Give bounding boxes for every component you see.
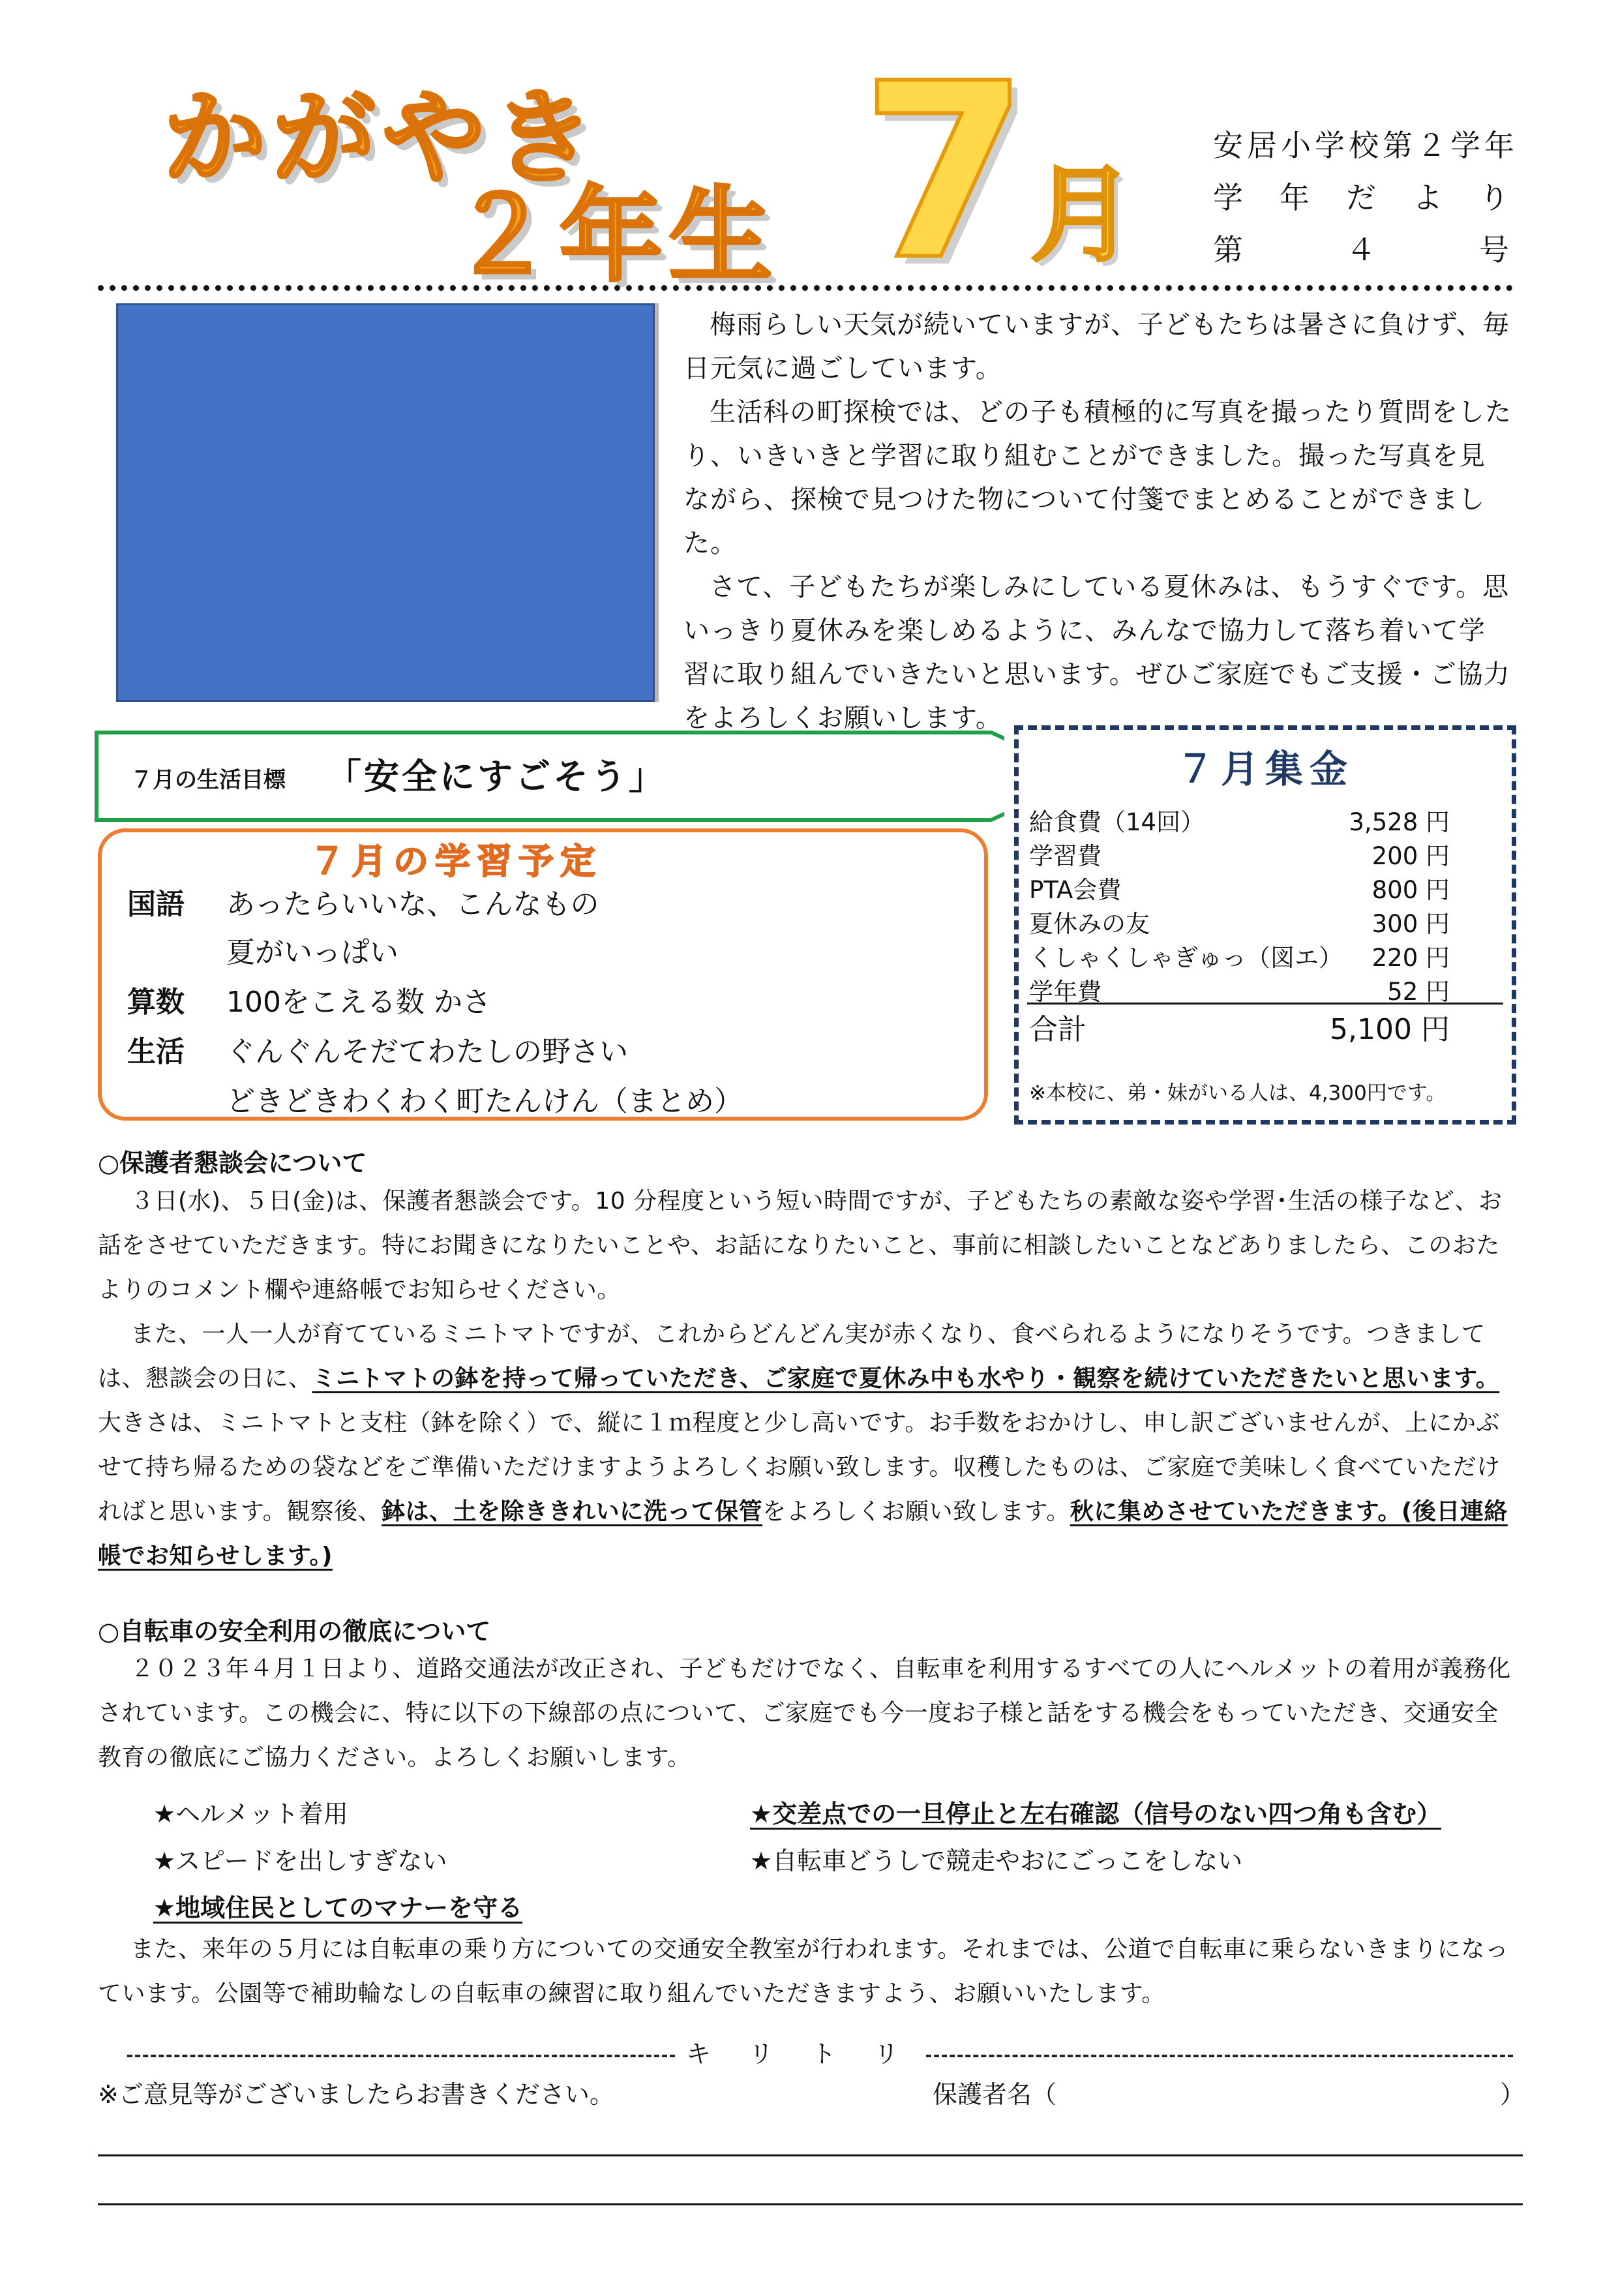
fee-row [1029, 938, 1450, 971]
title-grade: ２年生 [450, 176, 779, 296]
fee-label: 学年費 [1029, 978, 1101, 1006]
fee-label: くしゃくしゃぎゅっ（図エ） [1029, 944, 1343, 972]
study-plan-row [127, 1028, 628, 1070]
comment-line-2[interactable] [98, 2203, 1523, 2205]
life-goal-label: ７月の生活目標 [130, 767, 286, 793]
class-photo [116, 303, 655, 702]
study-plan-subject: 生活 [127, 1035, 185, 1068]
rule-speed: ★スピードを出しすぎない [153, 1847, 447, 1875]
intro-text [683, 303, 1512, 740]
guardian-name-input[interactable] [1083, 2071, 1493, 2107]
study-plan-topic: 夏がいっぱい [226, 936, 398, 969]
conference-body [98, 1179, 1520, 1578]
guardian-name-label: 保護者名（ [933, 2080, 1057, 2109]
title-month: 月 [1030, 154, 1135, 276]
bicycle-paragraph-1: ２０２３年４月１日より、道路交通法が改正され、子どもだけでなく、自転車を利用するすべての人にヘルメットの着用が義務化されています。この機会に、特に以下の下線部の点について、ご家庭でも今一度お子様と話をする機会をもっていただき、交通安全教育の徹底にご協力ください。よろしくお願いします。 [98, 1655, 1511, 1771]
intro-paragraph-1: 梅雨らしい天気が続いていますが、子どもたちは暑さに負けず、毎日元気に過ごしています。 [683, 310, 1510, 384]
fees-divider [1027, 1003, 1503, 1004]
cut-label: キ リ ト リ [685, 2040, 905, 2068]
study-plan-row [127, 978, 491, 1020]
rule-no-racing: ★自転車どうしで競走やおにごっこをしない [750, 1847, 1243, 1875]
fee-amount: 200 円 [1371, 842, 1450, 870]
fee-amount: 52 円 [1387, 978, 1450, 1006]
fee-label: PTA会費 [1029, 876, 1122, 904]
comment-prompt: ※ご意見等がございましたらお書きください。 [98, 2080, 614, 2109]
bicycle-heading: ○自転車の安全利用の徹底について [98, 1617, 491, 1646]
intro-paragraph-3: さて、子どもたちが楽しみにしている夏休みは、もうすぐです。思いっきり夏休みを楽しめるように、みんなで協力して落ち着いて学習に取り組んでいきたいと思います。ぜひご家庭でもご支援・ご協力をよろしくお願いします。 [683, 572, 1510, 733]
fee-amount: 3,528 円 [1349, 808, 1450, 836]
newsletter-label: 学 年 だ よ り [1213, 180, 1513, 215]
conference-paragraph-1: ３日(水)、５日(金)は、保護者懇談会です。10 分程度という短い時間ですが、子どもたちの素敵な姿や学習･生活の様子など、お話をさせていただきます。特にお聞きになりたいことや、お話になりたいこと、事前に相談したいことなどありましたら、このおたよりのコメント欄や連絡帳でお知らせください。 [98, 1188, 1503, 1303]
fee-label: 学習費 [1029, 842, 1101, 870]
conference-heading: ○保護者懇談会について [98, 1149, 367, 1177]
study-plan-topic: 100をこえる数 かさ [226, 986, 491, 1019]
fees-total-amount: 5,100 円 [1330, 1013, 1450, 1046]
fee-amount: 220 円 [1371, 944, 1450, 972]
rule-helmet: ★ヘルメット着用 [153, 1800, 348, 1828]
fees-title: ７月集金 [1176, 747, 1354, 791]
study-plan-row [127, 929, 398, 971]
bicycle-paragraph-2: また、来年の５月には自転車の乗り方についての交通安全教室が行われます。それまでは、公道で自転車に乗らないきまりになっています。公園等で補助輪なしの自転車の練習に取り組んでいただきますよう、お願いいたします。 [98, 1936, 1509, 2007]
fee-row [1029, 904, 1450, 937]
tomato-request: ミニトマトの鉢を持って帰っていただき、ご家庭で夏休み中も水やり・観察を続けていただきたいと思います。 [312, 1365, 1500, 1392]
study-plan-topic: どきどきわくわく町たんけん（まとめ） [226, 1085, 743, 1118]
header-divider [98, 285, 1513, 291]
study-plan-subject: 国語 [127, 888, 185, 921]
fees-total-label: 合計 [1029, 1013, 1086, 1046]
fees-list [1029, 802, 1450, 1024]
fee-amount: 800 円 [1371, 876, 1450, 904]
rule-stop-check: ★交差点での一旦停止と左右確認（信号のない四つ角も含む） [750, 1800, 1442, 1828]
collection-note: 秋に集めさせていただきます。(後日連絡帳でお知らせします。) [98, 1498, 1508, 1569]
title-big-seven: 7 [861, 33, 1029, 313]
cut-line-right [926, 2055, 1513, 2057]
fees-total-row [1029, 1006, 1450, 1045]
fee-amount: 300 円 [1371, 910, 1450, 938]
cut-line-left [127, 2055, 675, 2057]
fee-label: 夏休みの友 [1029, 910, 1150, 938]
issue-number: 第 ４ 号 [1213, 232, 1513, 267]
pot-cleaning-note: 鉢は、土を除ききれいに洗って保管 [382, 1498, 763, 1525]
study-plan-row [127, 881, 599, 922]
fee-row [1029, 802, 1450, 835]
study-plan-topic: ぐんぐんそだてわたしの野さい [226, 1035, 628, 1068]
fee-label: 給食費（14回） [1029, 808, 1205, 836]
intro-paragraph-2: 生活科の町探検では、どの子も積極的に写真を撮ったり質問をしたり、いきいきと学習に取り組むことができました。撮った写真を見ながら、探検で見つけた物について付箋でまとめることができました。 [683, 397, 1512, 558]
fee-row [1029, 972, 1450, 1004]
fees-note: ※本校に、弟・妹がいる人は、4,300円です。 [1029, 1081, 1446, 1105]
study-plan-row [127, 1078, 743, 1119]
study-plan-subject: 算数 [127, 986, 185, 1019]
fee-row [1029, 836, 1450, 869]
study-plan-topic: あったらいいな、こんなもの [226, 888, 599, 921]
life-goal-text: 「安全にすごそう」 [326, 756, 667, 797]
school-name: 安居小学校第２学年 [1213, 128, 1518, 163]
rule-manners: ★地域住民としてのマナーを守る [153, 1894, 523, 1922]
study-plan-title: ７月の学習予定 [310, 841, 602, 882]
comment-line-1[interactable] [98, 2154, 1523, 2156]
fee-row [1029, 870, 1450, 903]
conference-paragraph-2: また、一人一人が育てているミニトマトですが、これからどんどん実が赤くなり、食べられるようになりそうです。つきましては、懇談会の日に、ミニトマトの鉢を持って帰っていただき、ご家庭で夏休み中も水やり・観察を続けていただきたいと思います。大きさは、ミニトマトと支柱（鉢を除く）で、縦に１ｍ程度と少し高いです。お手数をおかけし、申し訳ございませんが、上にかぶせて持ち帰るための袋などをご準備いただけますようよろしくお願い致します。収穫したものは、ご家庭で美味しく食べていただければと思います。観察後、鉢は、土を除ききれいに洗って保管をよろしくお願い致します。秋に集めさせていただきます。(後日連絡帳でお知らせします。) [98, 1321, 1508, 1569]
title-kagayaki: かがやき [163, 78, 601, 198]
guardian-name-close: ） [1500, 2080, 1525, 2109]
